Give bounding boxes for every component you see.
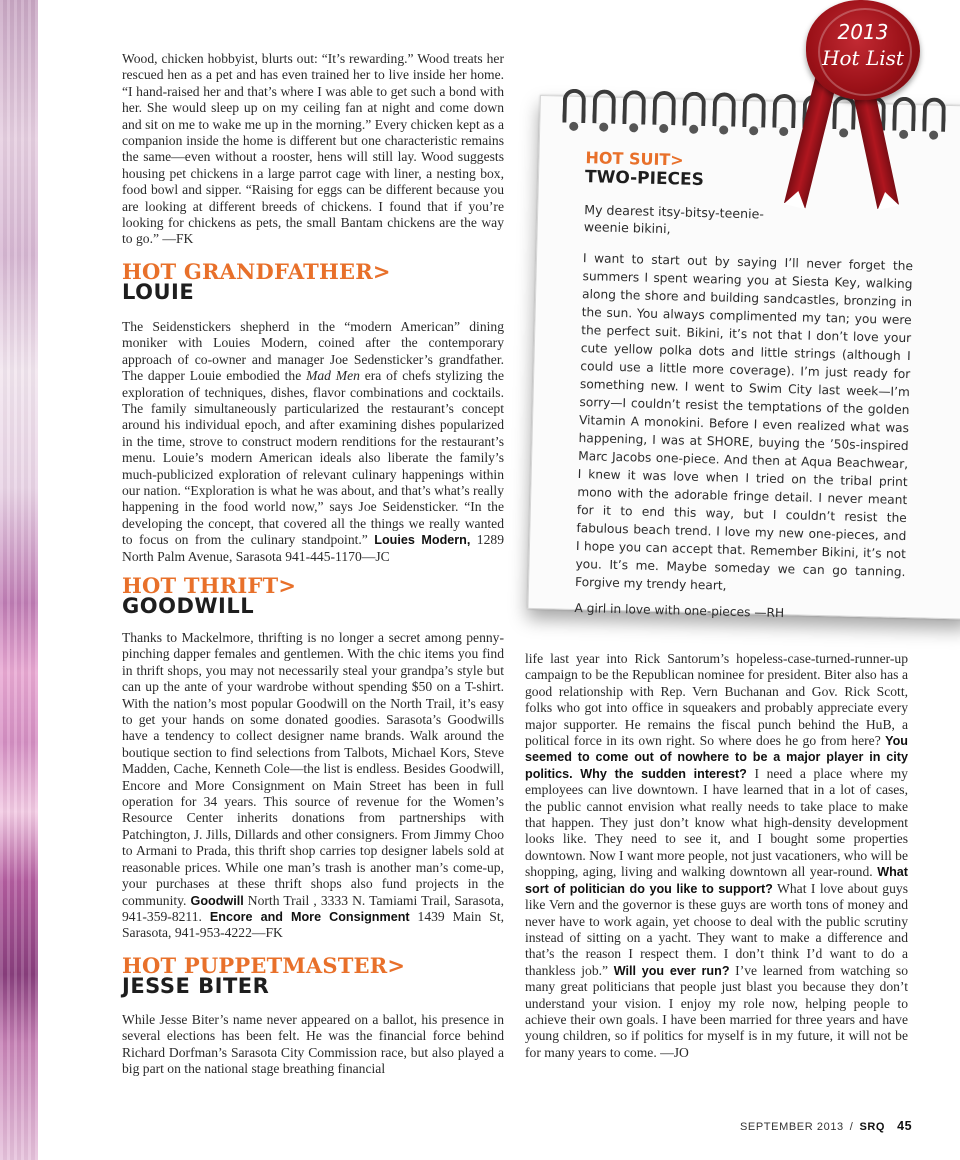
interview-question: You seemed to come out of nowhere to be a major player in city politics. Why the sudden interest?: [525, 734, 908, 781]
venue-name: Encore and More Consignment: [209, 909, 410, 924]
body-text: life last year into Rick Santorum’s hopeless-case-turned-runner-up campaign to be the Republican nominee for president. Biter also has a good relationship with Rep. Vern Buchanan and Gov. Rick Scott, folks who got into office in squeakers and probably appreciate every major supporter. He remains the fiscal punch behind the HuB, a political force in its own right. So where does he go from here?: [525, 651, 908, 749]
page-number: 45: [897, 1119, 913, 1133]
notepad-salutation: My dearest itsy-bitsy-teenie-weenie bikini,: [583, 202, 765, 237]
spiral-ring: [712, 92, 736, 127]
hot-list-wax-seal: [806, 0, 920, 100]
spiral-ring: [892, 97, 916, 132]
section-heading: [122, 955, 504, 997]
spiral-ring: [562, 89, 586, 124]
section-hot-thrift: [122, 575, 504, 942]
seal-year: 2013: [837, 20, 889, 44]
section-hot-puppetmaster: [122, 955, 504, 1078]
seal-label: Hot List: [822, 46, 904, 70]
section-kicker: HOT THRIFT>: [122, 573, 297, 598]
section-body: While Jesse Biter’s name never appeared on a ballot, his presence in several elections has been felt. He was the financial force behind Richard Dorfman’s Sarasota City Commission race, but also played a big part on the national stage breathing financial: [122, 1012, 504, 1077]
notepad-content: [574, 149, 915, 625]
body-text: Thanks to Mackelmore, thrifting is no longer a secret among penny-pinching dapper females and gentlemen. With the chic items you find in thrift shops, you may not necessarily steal your grandpa’s style but can up the ante of your wardrobe without spending $50 on a T-shirt. With the nation’s most popular Goodwill on the North Trail, it’s easy to get your hands on some donated goodies. Sarasota’s Goodwills have a tendency to collect designer name brands. Walk around the boutique section to find selections from Talbots, Michael Kors, Steve Madden, Cache, Kenneth Cole—the list is endless. Besides Goodwill, Encore and More Consignment on Main Street has been in full operation for 34 years. This source of revenue for the Women’s Resource Center inherits donations from partnerships with Patchington, J. Jills, Dillards and other consigners. From Jimmy Choo to Armani to Prada, this thrift shop carries top designer labels sold at reasonable prices. While one man’s trash is another man’s come-up, your purchases at these thrift shops also fund projects in the community.: [122, 630, 504, 908]
interview-question: Will you ever run?: [613, 963, 730, 978]
spiral-ring: [742, 93, 766, 128]
notepad-kicker: HOT SUIT>: [585, 148, 684, 170]
notepad-body: I want to start out by saying I’ll never forget the summers I spent wearing you at Siesta Key, walking along the shore and building sandcastles, bronzing in the sun. You always complimented my tan; you were the perfect suit. Bikini, it’s not that I don’t love your cute yellow polka dots and little strings (although I could use a little more coverage). I’m just ready for something new. I went to Swim City last week—I’m sorry—I couldn’t resist the temptations of the golden Vitamin A monokini. Before I even realized what was happening, I was at SHORE, buying the ’50s-inspired Marc Jacobs one-piece. And then at Aqua Beachwear, I knew it was love when I tried on the tribal print mono with the adorable fringe detail. I never meant for it to end this way, but I couldn’t resist the fabulous beach trend. I love my new one-pieces, and I hope you can accept that. Remember Bikini, it’s not you. It’s me. Maybe someday we can go tanning. Forgive my trendy heart,: [574, 251, 914, 593]
body-text: The Seidenstickers shepherd in the “modern American” dining moniker with Louies Modern, coined after the contemporary approach of co-owner and manager Joe Sedensticker’s grandfather. The dapper Louie embodied the: [122, 319, 504, 384]
venue-info: 1439 Main St, Sarasota, 941-953-4222—FK: [122, 908, 504, 941]
section-hot-grandfather: [122, 261, 504, 565]
interview-answer: What I love about guys like Vern and the governor is these guys are worth tons of money and never have to work again, yet choose to deal with the public scrutiny instead of sitting on a yacht. They want to make a difference and that’s the reason I respect them. I don’t think I’d want to do a thankless job.”: [525, 880, 908, 978]
notepad-title: TWO-PIECES: [584, 167, 705, 191]
interview-answer: I need a place where my employees can live downtown. I have learned that in a lot of cases, the public cannot envision what really needs to take place to make that happen. They just don’t know what high-density development looks like. They need to see it, and I bought some properties downtown. Now I want more people, not just vacationers, who will be shopping, aging, living and walking downtown all year-round.: [525, 765, 908, 880]
spiral-ring: [682, 91, 706, 126]
notepad-signoff: A girl in love with one-pieces —RH: [574, 600, 785, 621]
section-title: GOODWILL: [122, 594, 255, 618]
body-text: era of chefs stylizing the exploration of techniques, dishes, flavor combinations and cocktails. The family simultaneously particularized the restaurant’s concept around his individual epoch, and after examining dishes popularized in the time, strove to construct modern renditions for the restaurant’s menu. Louie’s modern American ideals also liberate the family’s much-publicized exploration of relevant culinary happenings within our nation. “Exploration is what he was about, and that’s what’s really happening in the food world now,” says Joe Seidensticker. “In the developing the concept, that covered all the things we really wanted to focus on from the culinary standpoint.”: [122, 368, 504, 548]
continued-paragraph: [525, 651, 908, 1061]
spiral-ring: [922, 97, 946, 132]
venue-info: North Trail , 3333 N. Tamiami Trail, Sarasota, 941-359-8211.: [122, 892, 504, 924]
section-title: JESSE BITER: [122, 974, 270, 998]
spiral-ring: [772, 94, 796, 129]
body-italic: Mad Men: [306, 368, 360, 384]
decorative-photo-strip: [0, 0, 38, 1160]
interview-question: What sort of politician do you like to support?: [525, 865, 908, 896]
notepad-card: [527, 95, 960, 620]
footer-magazine: SRQ: [859, 1121, 886, 1133]
section-body: [122, 319, 504, 565]
spiral-ring: [592, 89, 616, 124]
section-heading: [122, 261, 504, 303]
venue-name: Louies Modern,: [374, 533, 471, 548]
spiral-binding: [562, 89, 960, 139]
page-footer: [740, 1119, 912, 1133]
section-heading: [122, 575, 504, 617]
venue-info: 1289 North Palm Avenue, Sarasota 941-445-1170—JC: [122, 532, 504, 564]
spiral-ring: [832, 95, 856, 130]
section-kicker: HOT PUPPETMASTER>: [122, 953, 406, 978]
section-kicker: HOT GRANDFATHER>: [122, 259, 391, 284]
footer-issue: SEPTEMBER 2013: [740, 1121, 844, 1133]
venue-name: Goodwill: [190, 893, 244, 908]
section-title: LOUIE: [122, 280, 195, 304]
footer-separator: /: [849, 1121, 854, 1133]
spiral-ring: [652, 91, 676, 126]
intro-paragraph: Wood, chicken hobbyist, blurts out: “It’s rewarding.” Wood treats her rescued hen as a pet and has even trained her to live inside her home. “I hand-raised her and that’s where I was able to get such a bond with her. She would sleep up on my ceiling fan at night and come down and sit on me to wake me up in the morning.” Every chicken kept as a companion inside the home is different but one characteristic remains the same—even without a rooster, hens will still lay. Wood suggests housing pet chickens in a large parrot cage with liner, a nesting box, food bowl and sipper. “Raising for eggs can be different because you are looking at different breeds of chickens. I found that if you’re looking for chickens as pets, the small Bantam chickens are the way to go.” —FK: [122, 51, 504, 247]
spiral-ring: [622, 90, 646, 125]
section-body: [122, 630, 504, 942]
interview-answer: I’ve learned from watching so many great politicians that people just blast you because they don’t understand your vision. I enjoy my role now, helping people to achieve their own goals. I have been married for three years and have young children, so if politics for myself is in my future, it will not be for many years to come. —JO: [525, 962, 908, 1060]
